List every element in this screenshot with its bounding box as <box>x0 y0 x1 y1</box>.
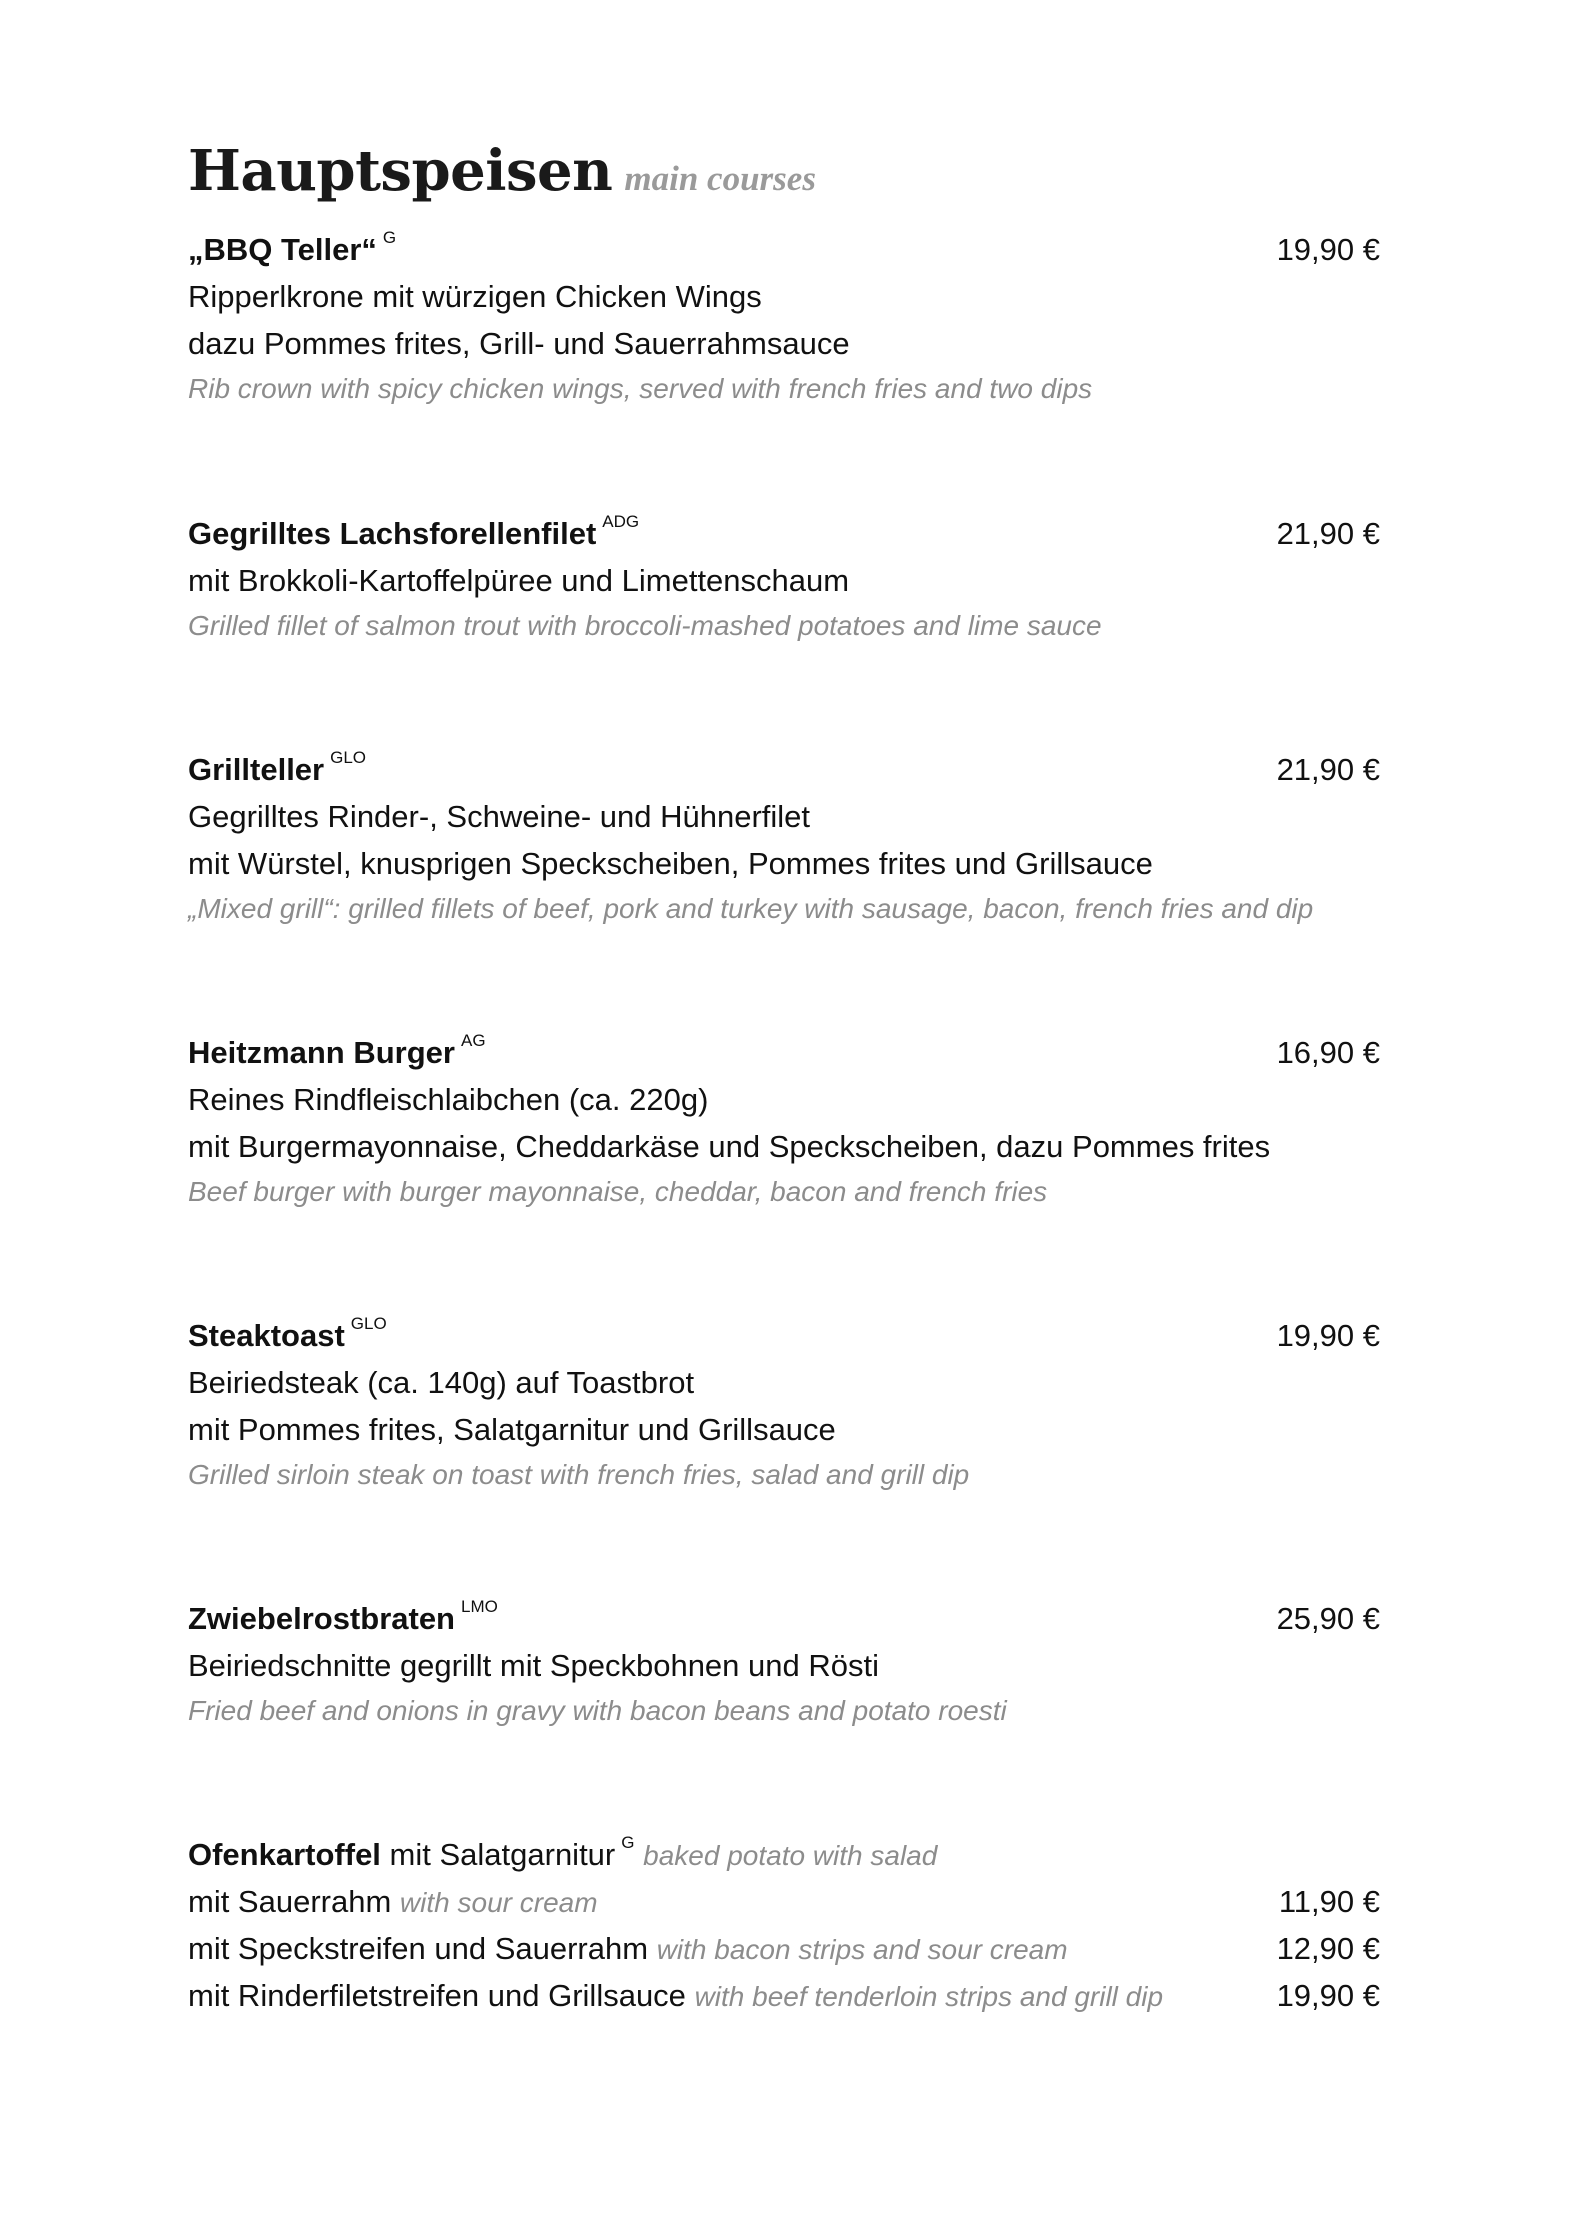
dish-title-line <box>188 746 1398 793</box>
dish-title-line <box>188 1029 1398 1076</box>
option-price: 19,90 € <box>1276 1978 1380 2013</box>
dish-name: Gegrilltes Lachsforellenfilet <box>188 516 597 551</box>
dish-description-line: Beiriedschnitte gegrillt mit Speckbohnen und Rösti <box>188 1648 879 1683</box>
dish-price: 19,90 € <box>1276 1318 1380 1353</box>
dish-name-rest: mit Salatgarnitur <box>389 1837 616 1872</box>
dish-translation: Grilled sirloin steak on toast with french fries, salad and grill dip <box>188 1459 970 1490</box>
dish-description-line: Ripperlkrone mit würzigen Chicken Wings <box>188 279 762 314</box>
dish-ofenkartoffel <box>188 1831 1398 2019</box>
dish-price: 25,90 € <box>1276 1601 1380 1636</box>
allergen-codes: G <box>621 1833 635 1852</box>
dish-steaktoast <box>188 1312 1398 1497</box>
page-subtitle: main courses <box>624 159 816 198</box>
dish-description-line: Reines Rindfleischlaibchen (ca. 220g) <box>188 1082 709 1117</box>
potato-option <box>188 1925 1398 1972</box>
option-translation: with bacon strips and sour cream <box>656 1934 1068 1965</box>
dish-description-line: dazu Pommes frites, Grill- und Sauerrahmsauce <box>188 326 850 361</box>
dish-title-line <box>188 1831 1398 1878</box>
dish-description-line: mit Pommes frites, Salatgarnitur und Grillsauce <box>188 1412 836 1447</box>
dish-description-line: mit Brokkoli-Kartoffelpüree und Limettenschaum <box>188 563 850 598</box>
dish-description-line: mit Burgermayonnaise, Cheddarkäse und Speckscheiben, dazu Pommes frites <box>188 1129 1271 1164</box>
dish-translation: Fried beef and onions in gravy with bacon beans and potato roesti <box>188 1695 1007 1726</box>
option-label: mit Rinderfiletstreifen und Grillsauce <box>188 1978 686 2013</box>
option-translation: with beef tenderloin strips and grill dip <box>694 1981 1164 2012</box>
page-heading <box>188 138 816 204</box>
dish-name: Zwiebelrostbraten <box>188 1601 455 1636</box>
dish-lachsforellenfilet <box>188 510 1398 648</box>
potato-option <box>188 1878 1398 1925</box>
dish-name: Heitzmann Burger <box>188 1035 455 1070</box>
dish-translation: Rib crown with spicy chicken wings, served with french fries and two dips <box>188 373 1093 404</box>
option-translation: with sour cream <box>399 1887 598 1918</box>
allergen-codes: AG <box>460 1031 486 1050</box>
page-title: Hauptspeisen <box>188 138 613 204</box>
dish-title-line <box>188 226 1398 273</box>
dish-name: „BBQ Teller“ <box>188 232 377 267</box>
dish-price: 16,90 € <box>1276 1035 1380 1070</box>
dish-price: 21,90 € <box>1276 752 1380 787</box>
option-label: mit Sauerrahm <box>188 1884 392 1919</box>
dish-price: 21,90 € <box>1276 516 1380 551</box>
dish-translation: Beef burger with burger mayonnaise, cheddar, bacon and french fries <box>188 1176 1048 1207</box>
dish-title-line <box>188 1312 1398 1359</box>
dish-title-line <box>188 510 1398 557</box>
dish-description-line: Beiriedsteak (ca. 140g) auf Toastbrot <box>188 1365 695 1400</box>
dish-zwiebelrostbraten <box>188 1595 1398 1733</box>
dish-name: Steaktoast <box>188 1318 345 1353</box>
dish-bbq-teller <box>188 226 1398 411</box>
dish-translation: Grilled fillet of salmon trout with broccoli-mashed potatoes and lime sauce <box>188 610 1102 641</box>
dish-translation: baked potato with salad <box>643 1840 938 1871</box>
allergen-codes: GLO <box>330 748 367 767</box>
option-price: 12,90 € <box>1276 1931 1380 1966</box>
dish-translation: „Mixed grill“: grilled fillets of beef, pork and turkey with sausage, bacon, french fries and dip <box>188 893 1314 924</box>
option-label: mit Speckstreifen und Sauerrahm <box>188 1931 649 1966</box>
dish-description-line: mit Würstel, knusprigen Speckscheiben, Pommes frites und Grillsauce <box>188 846 1153 881</box>
allergen-codes: LMO <box>461 1597 498 1616</box>
option-price: 11,90 € <box>1278 1884 1380 1919</box>
dish-price: 19,90 € <box>1276 232 1380 267</box>
dish-name: Grillteller <box>188 752 325 787</box>
dish-description-line: Gegrilltes Rinder-, Schweine- und Hühnerfilet <box>188 799 811 834</box>
allergen-codes: GLO <box>350 1314 387 1333</box>
allergen-codes: G <box>382 228 397 247</box>
dish-heitzmann-burger <box>188 1029 1398 1214</box>
dish-name: Ofenkartoffel <box>188 1837 381 1872</box>
allergen-codes: ADG <box>602 512 640 531</box>
potato-option <box>188 1972 1398 2019</box>
dish-title-line <box>188 1595 1398 1642</box>
dish-grillteller <box>188 746 1398 931</box>
